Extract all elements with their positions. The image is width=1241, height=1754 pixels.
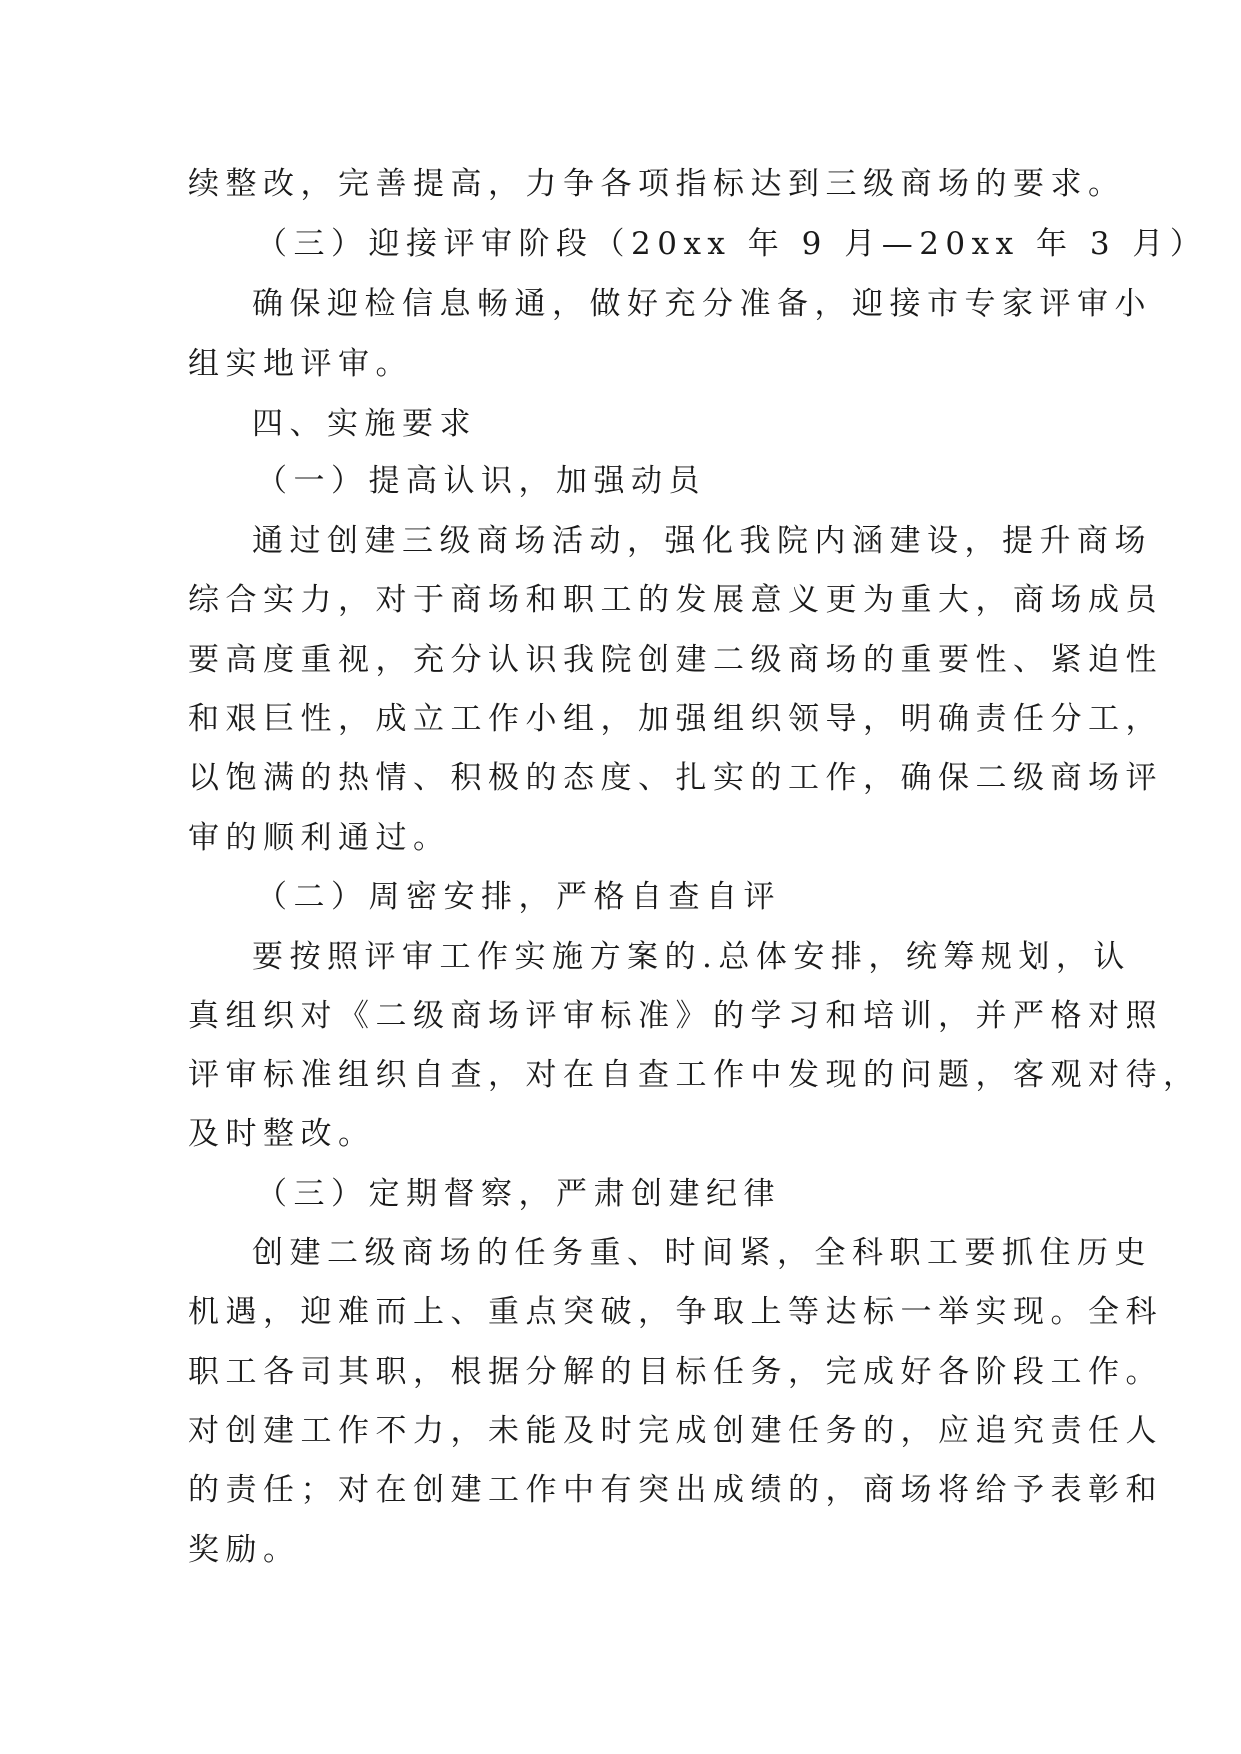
text-line: 及时整改。	[188, 1116, 376, 1152]
section-heading: （三）迎接评审阶段（20xx 年 9 月—20xx 年 3 月）	[256, 226, 1208, 262]
text-line: 以饱满的热情、积极的态度、扎实的工作，确保二级商场评	[188, 760, 1163, 796]
text-line: 要高度重视，充分认识我院创建二级商场的重要性、紧迫性	[188, 642, 1163, 678]
section-heading: （三）定期督察，严肃创建纪律	[256, 1176, 781, 1212]
text-line: 机遇，迎难而上、重点突破，争取上等达标一举实现。全科	[188, 1294, 1163, 1330]
text-line: 对创建工作不力，未能及时完成创建任务的，应追究责任人	[188, 1413, 1163, 1449]
text-line: 通过创建三级商场活动，强化我院内涵建设，提升商场	[252, 523, 1152, 559]
text-line: 综合实力，对于商场和职工的发展意义更为重大，商场成员	[188, 582, 1163, 618]
text-line: 组实地评审。	[188, 346, 413, 382]
text-line: 要按照评审工作实施方案的.总体安排，统筹规划，认	[252, 939, 1131, 975]
text-line: 的责任；对在创建工作中有突出成绩的，商场将给予表彰和	[188, 1472, 1163, 1508]
text-line: 创建二级商场的任务重、时间紧，全科职工要抓住历史	[252, 1235, 1152, 1271]
text-line: 职工各司其职，根据分解的目标任务，完成好各阶段工作。	[188, 1354, 1163, 1390]
section-heading: 四、实施要求	[252, 406, 477, 442]
text-line: 确保迎检信息畅通，做好充分准备，迎接市专家评审小	[252, 286, 1152, 322]
section-heading: （一）提高认识，加强动员	[256, 463, 706, 499]
text-line: 真组织对《二级商场评审标准》的学习和培训，并严格对照	[188, 998, 1163, 1034]
section-heading: （二）周密安排，严格自查自评	[256, 879, 781, 915]
text-line: 奖励。	[188, 1532, 301, 1568]
text-line: 续整改，完善提高，力争各项指标达到三级商场的要求。	[188, 166, 1126, 202]
text-line: 评审标准组织自查，对在自查工作中发现的问题，客观对待，	[188, 1057, 1201, 1093]
text-line: 审的顺利通过。	[188, 820, 451, 856]
text-line: 和艰巨性，成立工作小组，加强组织领导，明确责任分工，	[188, 701, 1163, 737]
